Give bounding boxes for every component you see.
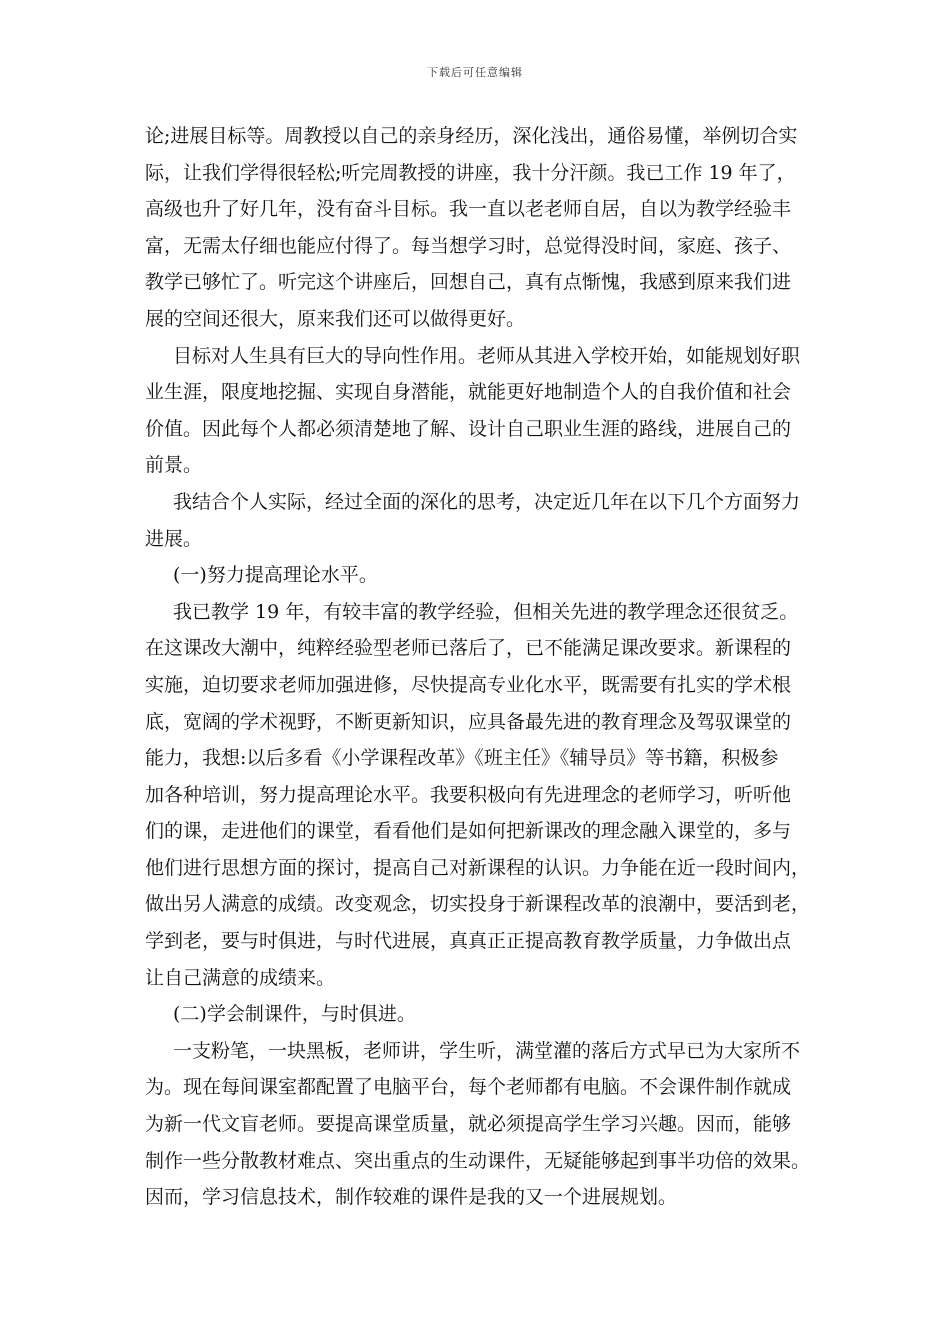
text-line: 展的空间还很大，原来我们还可以做得更好。 bbox=[145, 307, 526, 330]
page-header: 下载后可任意编辑 bbox=[427, 66, 523, 79]
text-line: 在这课改大潮中，纯粹经验型老师已落后了，已不能满足课改要求。新课程的 bbox=[145, 637, 792, 660]
text-line: 做出另人满意的成绩。改变观念，切实投身于新课程改革的浪潮中，要活到老， bbox=[145, 893, 811, 916]
text-line: 我结合个人实际，经过全面的深化的思考，决定近几年在以下几个方面努力 bbox=[173, 490, 801, 513]
text-line: 底，宽阔的学术视野，不断更新知识，应具备最先进的教育理念及驾驭课堂的 bbox=[145, 710, 792, 733]
text-line: 业生涯，限度地挖掘、实现自身潜能，就能更好地制造个人的自我价值和社会 bbox=[145, 381, 792, 404]
text-line: 富，无需太仔细也能应付得了。每当想学习时，总觉得没时间，家庭、孩子、 bbox=[145, 234, 792, 257]
text-line: 为。现在每间课室都配置了电脑平台，每个老师都有电脑。不会课件制作就成 bbox=[145, 1076, 792, 1099]
text-line: 高级也升了好几年，没有奋斗目标。我一直以老老师自居，自以为教学经验丰 bbox=[145, 198, 792, 221]
text-line: 学到老，要与时俱进，与时代进展，真真正正提高教育教学质量，力争做出点 bbox=[145, 930, 792, 953]
text-line: 我已教学 19 年，有较丰富的教学经验，但相关先进的教学理念还很贫乏。 bbox=[173, 600, 799, 623]
text-line: 实施，迫切要求老师加强进修，尽快提高专业化水平，既需要有扎实的学术根 bbox=[145, 673, 792, 696]
text-line: 际，让我们学得很轻松;听完周教授的讲座，我十分汗颜。我已工作 19 年了， bbox=[145, 161, 796, 184]
text-line: 们的课，走进他们的课堂，看看他们是如何把新课改的理念融入课堂的，多与 bbox=[145, 820, 792, 843]
text-line: 目标对人生具有巨大的导向性作用。老师从其进入学校开始，如能规划好职 bbox=[173, 344, 801, 367]
text-line: 能力，我想:以后多看《小学课程改革》《班主任》《辅导员》等书籍，积极参 bbox=[145, 747, 779, 770]
text-line: 论;进展目标等。周教授以自己的亲身经历，深化浅出，通俗易懂，举例切合实 bbox=[145, 125, 798, 147]
text-line: 加各种培训，努力提高理论水平。我要积极向有先进理念的老师学习，听听他 bbox=[145, 783, 792, 806]
text-line: 价值。因此每个人都必须清楚地了解、设计自己职业生涯的路线，进展自己的 bbox=[145, 417, 792, 440]
text-line: 一支粉笔，一块黑板，老师讲，学生听，满堂灌的落后方式早已为大家所不 bbox=[173, 1039, 801, 1062]
text-line: 为新一代文盲老师。要提高课堂质量，就必须提高学生学习兴趣。因而，能够 bbox=[145, 1113, 792, 1136]
text-line: 他们进行思想方面的探讨，提高自己对新课程的认识。力争能在近一段时间内， bbox=[145, 856, 811, 879]
document-body bbox=[145, 118, 811, 1216]
text-line: 进展。 bbox=[145, 527, 203, 550]
text-line: 前景。 bbox=[145, 454, 203, 477]
text-line: 教学已够忙了。听完这个讲座后，回想自己，真有点惭愧，我感到原来我们进 bbox=[145, 271, 792, 294]
text-line: 因而，学习信息技术，制作较难的课件是我的又一个进展规划。 bbox=[145, 1186, 678, 1209]
text-line: 制作一些分散教材难点、突出重点的生动课件，无疑能够起到事半功倍的效果。 bbox=[145, 1149, 811, 1172]
section-heading: (一)努力提高理论水平。 bbox=[173, 564, 378, 587]
section-heading: (二)学会制课件，与时俱进。 bbox=[173, 1003, 416, 1026]
text-line: 让自己满意的成绩来。 bbox=[145, 966, 336, 989]
